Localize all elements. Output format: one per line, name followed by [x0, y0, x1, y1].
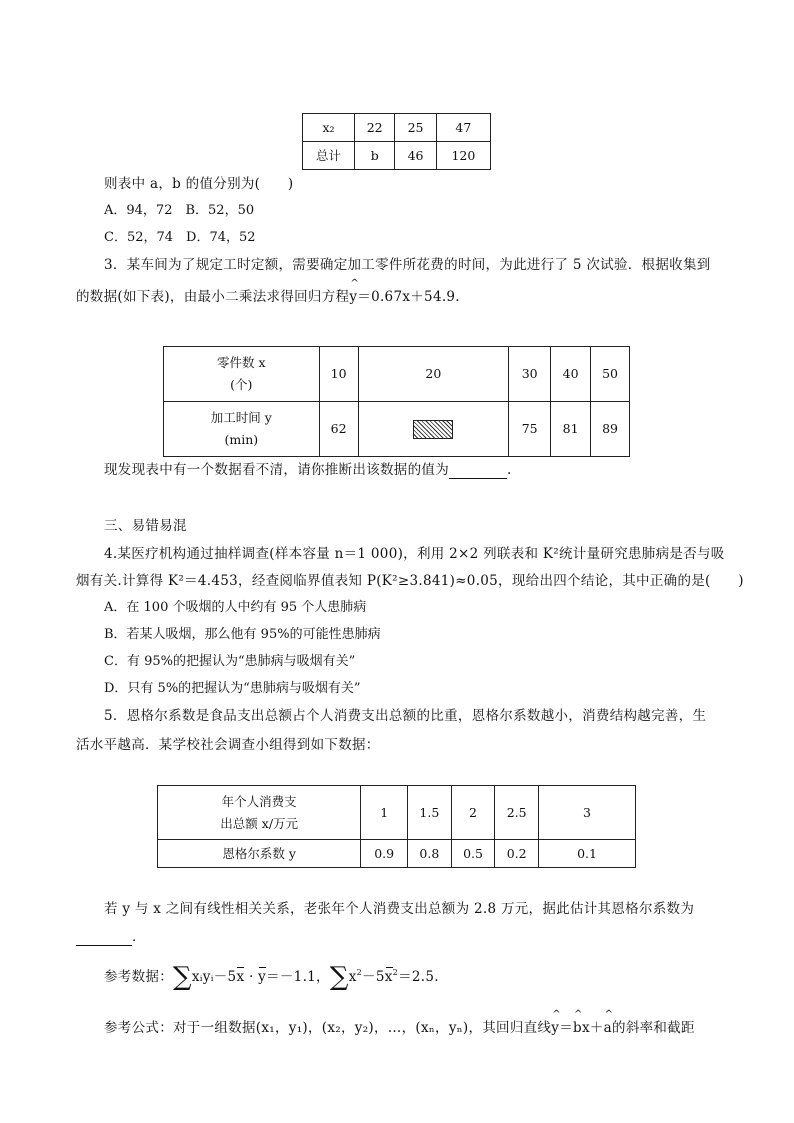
table-cell: 恩格尔系数 y [158, 840, 361, 868]
table-cell: 加工时间 y (min) [164, 402, 320, 457]
table-cell: 3 [539, 786, 636, 840]
table-cell: 81 [551, 402, 591, 457]
table-row [158, 786, 636, 840]
table-cell: 10 [319, 347, 358, 402]
table-row [303, 114, 491, 142]
question-text: 烟有关.计算得 K²＝4.453，经查阅临界值表知 P(K²≥3.841)≈0.05，现给出四个结论，其中正确的是( ) [76, 573, 744, 589]
table-cell: 89 [591, 402, 630, 457]
table-1 [302, 113, 491, 170]
option-line: C．52，74 D．74，52 [104, 230, 256, 245]
option-line: A．94，72 B．52，50 [104, 203, 255, 218]
table-cell: 0.5 [451, 840, 495, 868]
table-cell: x₂ [303, 114, 355, 142]
option-line: A．在 100 个吸烟的人中约有 95 个人患肺病 [104, 600, 367, 615]
question-text: 则表中 a，b 的值分别为( ) [104, 176, 294, 192]
summation-icon: ∑ [329, 962, 349, 992]
question-text: 现发现表中有一个数据看不清，请你推断出该数据的值为 . [104, 462, 512, 478]
table-cell: 47 [436, 114, 490, 142]
section-heading: 三、易错易混 [104, 518, 187, 534]
table-cell: 50 [591, 347, 630, 402]
question-text: 4.某医疗机构通过抽样调查(样本容量 n＝1 000)，利用 2×2 列联表和 K²统计量研究患肺病是否与吸 [104, 546, 725, 562]
table-cell: 总计 [303, 142, 355, 170]
table-cell: 2 [451, 786, 495, 840]
option-line: B．若某人吸烟，那么他有 95%的可能性患肺病 [104, 627, 381, 642]
table-cell: 40 [551, 347, 591, 402]
answer-blank [449, 462, 507, 479]
table-cell: 30 [509, 347, 551, 402]
table-cell: 0.8 [408, 840, 452, 868]
table-cell: 0.2 [495, 840, 539, 868]
question-text: 5．恩格尔系数是食品支出总额占个人消费支出总额的比重，恩格尔系数越小，消费结构越完善，生 [104, 708, 707, 724]
table-cell: 22 [355, 114, 395, 142]
reference-data: 参考数据：∑xᵢyᵢ－5x · y＝－1.1，$\sum x^2-5x^2=2.5$. [104, 962, 439, 992]
table-cell: 1 [361, 786, 408, 840]
question-text: 若 y 与 x 之间有线性相关关系，老张年个人消费支出总额为 2.8 万元，据此估计其恩格尔系数为 [104, 901, 695, 917]
table-cell: 75 [509, 402, 551, 457]
table-cell: b [355, 142, 395, 170]
table-cell: 0.1 [539, 840, 636, 868]
question-text: 的数据(如下表)，由最小二乘法求得回归方程^ y＝0.67x＋54.9. [76, 285, 460, 305]
question-text: 活水平越高．某学校社会调查小组得到如下数据： [76, 737, 380, 753]
table-cell [358, 402, 509, 457]
answer-blank [76, 929, 132, 946]
table-cell: 零件数 x (个) [164, 347, 320, 402]
table-cell: 2.5 [495, 786, 539, 840]
table-cell: 120 [436, 142, 490, 170]
option-line: C．有 95%的把握认为“患肺病与吸烟有关” [104, 654, 356, 669]
table-cell: 0.9 [361, 840, 408, 868]
table-row [303, 142, 491, 170]
obscured-data-icon [413, 420, 453, 439]
table-cell: 年个人消费支 出总额 x/万元 [158, 786, 361, 840]
table-cell: 62 [319, 402, 358, 457]
table-cell: 1.5 [408, 786, 452, 840]
question-text: 3．某车间为了规定工时定额，需要确定加工零件所花费的时间，为此进行了 5 次试验．根据收集到 [104, 257, 711, 273]
question-text: ． [76, 925, 146, 946]
table-cell: 46 [395, 142, 436, 170]
table-row [158, 840, 636, 868]
table-cell: 25 [395, 114, 436, 142]
table-row [164, 347, 630, 402]
table-row [164, 402, 630, 457]
reference-formula: 参考公式：对于一组数据(x₁，y₁)，(x₂，y₂)，…，(xₙ，yₙ)，其回归直线^ y＝^ bx＋^ a的斜率和截距 [104, 1016, 695, 1036]
table-cell: 20 [358, 347, 509, 402]
option-line: D．只有 5%的把握认为“患肺病与吸烟有关” [104, 681, 361, 696]
table-2 [163, 346, 630, 457]
table-3 [157, 785, 636, 868]
summation-icon: ∑ [173, 962, 192, 992]
